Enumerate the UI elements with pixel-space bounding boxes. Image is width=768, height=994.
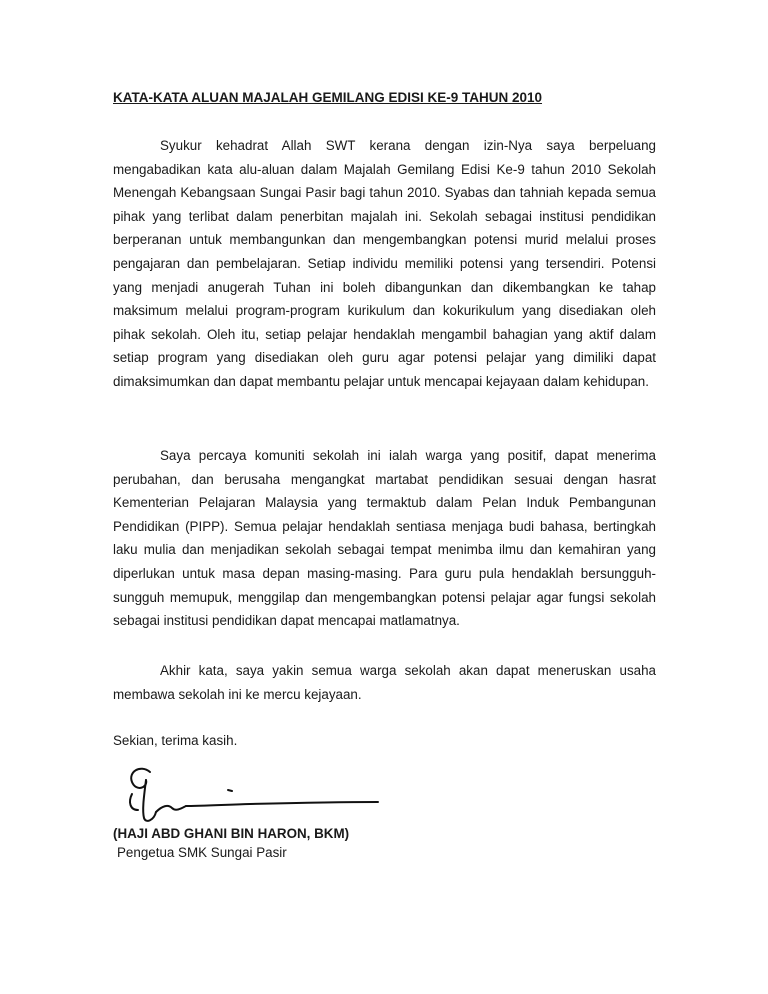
signer-title: Pengetua SMK Sungai Pasir — [117, 845, 287, 860]
signer-name: (HAJI ABD GHANI BIN HARON, BKM) — [113, 826, 350, 841]
handwritten-signature — [110, 758, 385, 828]
paragraph-3: Akhir kata, saya yakin semua warga sekolah akan dapat meneruskan usaha membawa sekolah ini ke mercu kejayaan. — [113, 663, 656, 702]
letter-title: KATA-KATA ALUAN MAJALAH GEMILANG EDISI KE-9 TAHUN 2010 — [113, 90, 543, 105]
closing-line: Sekian, terima kasih. — [113, 733, 238, 748]
paragraph-2: Saya percaya komuniti sekolah ini ialah warga yang positif, dapat menerima perubahan, dan berusaha mengangkat martabat pendidikan sesuai dengan hasrat Kementerian Pelajaran Malaysia yang termaktub dalam Pelan Induk Pembangunan Pendidikan (PIPP). Semua pelajar hendaklah sentiasa menjaga budi bahasa, bertingkah laku mulia dan menjadikan sekolah sebagai tempat menimba ilmu dan kemahiran yang diperlukan untuk masa depan masing-masing. Para guru pula hendaklah bersungguh-sungguh memupuk, menggilap dan mengembangkan potensi pelajar agar fungsi sekolah sebagai institusi pendidikan dapat mencapai matlamatnya. — [113, 448, 656, 629]
paragraph-1: Syukur kehadrat Allah SWT kerana dengan izin-Nya saya berpeluang mengabadikan kata alu-aluan dalam Majalah Gemilang Edisi Ke-9 tahun 2010 Sekolah Menengah Kebangsaan Sungai Pasir bagi tahun 2010. Syabas dan tahniah kepada semua pihak yang terlibat dalam penerbitan majalah ini. Sekolah sebagai institusi pendidikan berperanan untuk membangunkan dan mengembangkan potensi murid melalui proses pengajaran dan pembelajaran. Setiap individu memiliki potensi yang tersendiri. Potensi yang menjadi anugerah Tuhan ini boleh dibangunkan dan dikembangkan ke tahap maksimum melalui program-program kurikulum dan kokurikulum yang disediakan oleh pihak sekolah. Oleh itu, setiap pelajar hendaklah mengambil bahagian yang aktif dalam setiap program yang disediakan oleh guru agar potensi pelajar yang dimiliki dapat dimaksimumkan dan dapat membantu pelajar untuk mencapai kejayaan dalam kehidupan. — [113, 138, 656, 389]
